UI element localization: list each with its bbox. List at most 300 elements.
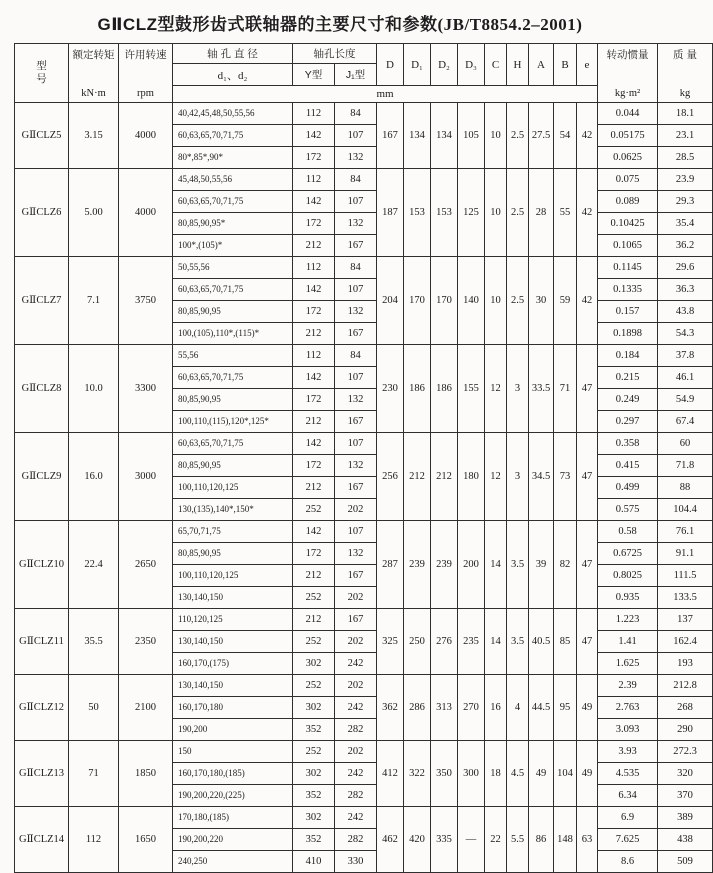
table-header	[15, 44, 713, 103]
bore-cell: 60,63,65,70,71,75	[173, 279, 293, 301]
mass-cell: 389	[658, 807, 713, 829]
torque-cell: 7.1	[69, 257, 119, 345]
j1-length-cell: 242	[335, 697, 377, 719]
mass-cell: 23.9	[658, 169, 713, 191]
y-length-cell: 252	[293, 587, 335, 609]
dim-D-cell: 230	[377, 345, 404, 433]
dim-D1-cell: 186	[404, 345, 431, 433]
table-row	[15, 741, 713, 763]
header-inertia: 转动惯量 kg·m²	[598, 44, 658, 103]
bore-cell: 60,63,65,70,71,75	[173, 125, 293, 147]
dim-H-cell: 3.5	[507, 609, 529, 675]
table-row	[15, 807, 713, 829]
dim-D2-cell: 239	[431, 521, 458, 609]
j1-length-cell: 84	[335, 345, 377, 367]
model-cell: GⅡCLZ9	[15, 433, 69, 521]
dim-D-cell: 462	[377, 807, 404, 873]
dim-D-cell: 287	[377, 521, 404, 609]
inertia-cell: 0.1898	[598, 323, 658, 345]
bore-cell: 65,70,71,75	[173, 521, 293, 543]
speed-cell: 2650	[119, 521, 173, 609]
bore-cell: 100,110,(115),120*,125*	[173, 411, 293, 433]
mass-cell: 76.1	[658, 521, 713, 543]
dim-A-cell: 28	[529, 169, 554, 257]
y-length-cell: 252	[293, 631, 335, 653]
bore-cell: 80,85,90,95	[173, 455, 293, 477]
dim-e-cell: 42	[577, 169, 598, 257]
j1-length-cell: 107	[335, 433, 377, 455]
dim-D1-cell: 212	[404, 433, 431, 521]
y-length-cell: 112	[293, 345, 335, 367]
inertia-cell: 0.358	[598, 433, 658, 455]
speed-cell: 2350	[119, 609, 173, 675]
inertia-cell: 0.044	[598, 103, 658, 125]
dim-A-cell: 33.5	[529, 345, 554, 433]
dim-D-cell: 412	[377, 741, 404, 807]
bore-cell: 130,(135),140*,150*	[173, 499, 293, 521]
inertia-cell: 0.935	[598, 587, 658, 609]
inertia-cell: 6.34	[598, 785, 658, 807]
page-title-standard: (JB/T8854.2–2001)	[437, 15, 583, 34]
y-length-cell: 352	[293, 829, 335, 851]
dim-D1-cell: 170	[404, 257, 431, 345]
inertia-cell: 8.6	[598, 851, 658, 873]
mass-cell: 104.4	[658, 499, 713, 521]
dim-H-cell: 3	[507, 433, 529, 521]
bore-cell: 130,140,150	[173, 675, 293, 697]
mass-cell: 268	[658, 697, 713, 719]
header-dim-e: e	[577, 44, 598, 86]
spec-table	[14, 43, 713, 873]
dim-C-cell: 12	[485, 433, 507, 521]
j1-length-cell: 132	[335, 389, 377, 411]
table-row	[15, 169, 713, 191]
dim-H-cell: 4	[507, 675, 529, 741]
torque-cell: 16.0	[69, 433, 119, 521]
model-cell: GⅡCLZ14	[15, 807, 69, 873]
mass-cell: 193	[658, 653, 713, 675]
j1-length-cell: 202	[335, 675, 377, 697]
j1-length-cell: 282	[335, 785, 377, 807]
inertia-cell: 0.249	[598, 389, 658, 411]
inertia-cell: 7.625	[598, 829, 658, 851]
j1-length-cell: 107	[335, 367, 377, 389]
j1-length-cell: 242	[335, 653, 377, 675]
mass-cell: 35.4	[658, 213, 713, 235]
speed-cell: 3000	[119, 433, 173, 521]
dim-e-cell: 47	[577, 609, 598, 675]
model-cell: GⅡCLZ8	[15, 345, 69, 433]
torque-cell: 3.15	[69, 103, 119, 169]
mass-cell: 29.3	[658, 191, 713, 213]
header-bore-sub: d₁、d₂	[173, 64, 293, 86]
dim-B-cell: 95	[554, 675, 577, 741]
dim-e-cell: 47	[577, 433, 598, 521]
dim-B-cell: 82	[554, 521, 577, 609]
dim-A-cell: 27.5	[529, 103, 554, 169]
table-body	[15, 103, 713, 873]
y-length-cell: 172	[293, 543, 335, 565]
j1-length-cell: 167	[335, 565, 377, 587]
j1-length-cell: 132	[335, 301, 377, 323]
j1-length-cell: 107	[335, 279, 377, 301]
dim-D2-cell: 276	[431, 609, 458, 675]
dim-A-cell: 34.5	[529, 433, 554, 521]
y-length-cell: 142	[293, 433, 335, 455]
torque-cell: 22.4	[69, 521, 119, 609]
dim-D2-cell: 186	[431, 345, 458, 433]
inertia-cell: 1.223	[598, 609, 658, 631]
torque-cell: 5.00	[69, 169, 119, 257]
y-length-cell: 212	[293, 411, 335, 433]
j1-length-cell: 202	[335, 587, 377, 609]
model-cell: GⅡCLZ7	[15, 257, 69, 345]
mass-cell: 43.8	[658, 301, 713, 323]
dim-B-cell: 54	[554, 103, 577, 169]
dim-C-cell: 14	[485, 609, 507, 675]
torque-cell: 35.5	[69, 609, 119, 675]
mass-cell: 23.1	[658, 125, 713, 147]
dim-e-cell: 63	[577, 807, 598, 873]
bore-cell: 100*,(105)*	[173, 235, 293, 257]
dim-C-cell: 12	[485, 345, 507, 433]
inertia-cell: 0.8025	[598, 565, 658, 587]
dim-D3-cell: 180	[458, 433, 485, 521]
bore-cell: 150	[173, 741, 293, 763]
dim-H-cell: 2.5	[507, 257, 529, 345]
j1-length-cell: 167	[335, 477, 377, 499]
bore-cell: 160,170,180,(185)	[173, 763, 293, 785]
j1-length-cell: 167	[335, 323, 377, 345]
dim-D2-cell: 350	[431, 741, 458, 807]
mass-cell: 29.6	[658, 257, 713, 279]
dim-A-cell: 44.5	[529, 675, 554, 741]
dim-e-cell: 49	[577, 675, 598, 741]
model-cell: GⅡCLZ11	[15, 609, 69, 675]
mass-cell: 60	[658, 433, 713, 455]
mass-cell: 28.5	[658, 147, 713, 169]
header-model: 型 号	[15, 44, 69, 103]
j1-length-cell: 107	[335, 125, 377, 147]
y-length-cell: 142	[293, 279, 335, 301]
mass-cell: 91.1	[658, 543, 713, 565]
inertia-cell: 2.763	[598, 697, 658, 719]
dim-D3-cell: 300	[458, 741, 485, 807]
inertia-cell: 0.1145	[598, 257, 658, 279]
y-length-cell: 142	[293, 191, 335, 213]
torque-cell: 112	[69, 807, 119, 873]
y-length-cell: 410	[293, 851, 335, 873]
j1-length-cell: 132	[335, 147, 377, 169]
speed-cell: 4000	[119, 169, 173, 257]
dim-H-cell: 3	[507, 345, 529, 433]
y-length-cell: 252	[293, 675, 335, 697]
inertia-cell: 4.535	[598, 763, 658, 785]
header-dim-A: A	[529, 44, 554, 86]
inertia-cell: 0.10425	[598, 213, 658, 235]
inertia-cell: 0.6725	[598, 543, 658, 565]
table-row	[15, 521, 713, 543]
j1-length-cell: 84	[335, 169, 377, 191]
dim-D-cell: 325	[377, 609, 404, 675]
inertia-cell: 0.415	[598, 455, 658, 477]
header-dim-C: C	[485, 44, 507, 86]
model-cell: GⅡCLZ6	[15, 169, 69, 257]
dim-D3-cell: 105	[458, 103, 485, 169]
header-torque: 额定转矩 kN·m	[69, 44, 119, 103]
header-length-y: Y型	[293, 64, 335, 86]
mass-cell: 54.9	[658, 389, 713, 411]
dim-H-cell: 5.5	[507, 807, 529, 873]
dim-D2-cell: 170	[431, 257, 458, 345]
j1-length-cell: 167	[335, 411, 377, 433]
y-length-cell: 142	[293, 521, 335, 543]
header-unit-mm: mm	[173, 86, 598, 103]
inertia-cell: 3.093	[598, 719, 658, 741]
bore-cell: 100,110,120,125	[173, 565, 293, 587]
inertia-cell: 0.297	[598, 411, 658, 433]
bore-cell: 40,42,45,48,50,55,56	[173, 103, 293, 125]
bore-cell: 190,200,220	[173, 829, 293, 851]
bore-cell: 60,63,65,70,71,75	[173, 367, 293, 389]
mass-cell: 162.4	[658, 631, 713, 653]
mass-cell: 133.5	[658, 587, 713, 609]
table-row	[15, 345, 713, 367]
mass-cell: 54.3	[658, 323, 713, 345]
y-length-cell: 142	[293, 125, 335, 147]
dim-D3-cell: 140	[458, 257, 485, 345]
mass-cell: 370	[658, 785, 713, 807]
dim-D2-cell: 313	[431, 675, 458, 741]
y-length-cell: 212	[293, 565, 335, 587]
mass-cell: 111.5	[658, 565, 713, 587]
inertia-cell: 0.157	[598, 301, 658, 323]
dim-C-cell: 10	[485, 257, 507, 345]
bore-cell: 45,48,50,55,56	[173, 169, 293, 191]
mass-cell: 320	[658, 763, 713, 785]
dim-D1-cell: 134	[404, 103, 431, 169]
j1-length-cell: 242	[335, 807, 377, 829]
dim-D-cell: 256	[377, 433, 404, 521]
bore-cell: 60,63,65,70,71,75	[173, 191, 293, 213]
bore-cell: 130,140,150	[173, 631, 293, 653]
bore-cell: 80,85,90,95*	[173, 213, 293, 235]
j1-length-cell: 242	[335, 763, 377, 785]
dim-C-cell: 16	[485, 675, 507, 741]
bore-cell: 50,55,56	[173, 257, 293, 279]
inertia-cell: 0.075	[598, 169, 658, 191]
header-dim-B: B	[554, 44, 577, 86]
header-dim-D3: D₃	[458, 44, 485, 86]
model-cell: GⅡCLZ12	[15, 675, 69, 741]
y-length-cell: 302	[293, 763, 335, 785]
inertia-cell: 0.05175	[598, 125, 658, 147]
model-cell: GⅡCLZ13	[15, 741, 69, 807]
header-dim-D2: D₂	[431, 44, 458, 86]
dim-D1-cell: 250	[404, 609, 431, 675]
dim-e-cell: 49	[577, 741, 598, 807]
speed-cell: 1650	[119, 807, 173, 873]
header-dim-D1: D₁	[404, 44, 431, 86]
y-length-cell: 112	[293, 103, 335, 125]
dim-C-cell: 14	[485, 521, 507, 609]
inertia-cell: 0.58	[598, 521, 658, 543]
mass-cell: 36.3	[658, 279, 713, 301]
dim-C-cell: 10	[485, 103, 507, 169]
j1-length-cell: 107	[335, 521, 377, 543]
bore-cell: 190,200,220,(225)	[173, 785, 293, 807]
bore-cell: 160,170,(175)	[173, 653, 293, 675]
y-length-cell: 302	[293, 697, 335, 719]
dim-B-cell: 148	[554, 807, 577, 873]
dim-C-cell: 22	[485, 807, 507, 873]
dim-B-cell: 59	[554, 257, 577, 345]
header-dim-D: D	[377, 44, 404, 86]
j1-length-cell: 84	[335, 103, 377, 125]
dim-H-cell: 4.5	[507, 741, 529, 807]
speed-cell: 4000	[119, 103, 173, 169]
dim-B-cell: 55	[554, 169, 577, 257]
dim-D1-cell: 420	[404, 807, 431, 873]
dim-D2-cell: 212	[431, 433, 458, 521]
y-length-cell: 112	[293, 257, 335, 279]
y-length-cell: 212	[293, 323, 335, 345]
dim-e-cell: 42	[577, 103, 598, 169]
speed-cell: 1850	[119, 741, 173, 807]
inertia-cell: 1.625	[598, 653, 658, 675]
y-length-cell: 252	[293, 499, 335, 521]
y-length-cell: 172	[293, 213, 335, 235]
model-cell: GⅡCLZ5	[15, 103, 69, 169]
mass-cell: 509	[658, 851, 713, 873]
j1-length-cell: 202	[335, 499, 377, 521]
mass-cell: 67.4	[658, 411, 713, 433]
dim-B-cell: 71	[554, 345, 577, 433]
dim-D3-cell: —	[458, 807, 485, 873]
bore-cell: 170,180,(185)	[173, 807, 293, 829]
bore-cell: 60,63,65,70,71,75	[173, 433, 293, 455]
mass-cell: 137	[658, 609, 713, 631]
inertia-cell: 1.41	[598, 631, 658, 653]
j1-length-cell: 132	[335, 543, 377, 565]
mass-cell: 212.8	[658, 675, 713, 697]
dim-e-cell: 42	[577, 257, 598, 345]
speed-cell: 3300	[119, 345, 173, 433]
inertia-cell: 3.93	[598, 741, 658, 763]
header-dim-H: H	[507, 44, 529, 86]
dim-C-cell: 10	[485, 169, 507, 257]
y-length-cell: 252	[293, 741, 335, 763]
bore-cell: 160,170,180	[173, 697, 293, 719]
j1-length-cell: 202	[335, 741, 377, 763]
y-length-cell: 302	[293, 653, 335, 675]
y-length-cell: 302	[293, 807, 335, 829]
mass-cell: 71.8	[658, 455, 713, 477]
bore-cell: 130,140,150	[173, 587, 293, 609]
inertia-cell: 0.089	[598, 191, 658, 213]
y-length-cell: 212	[293, 235, 335, 257]
header-bore-length: 轴孔长度	[293, 44, 377, 64]
table-row	[15, 609, 713, 631]
dim-D2-cell: 153	[431, 169, 458, 257]
bore-cell: 100,110,120,125	[173, 477, 293, 499]
dim-B-cell: 85	[554, 609, 577, 675]
bore-cell: 100,(105),110*,(115)*	[173, 323, 293, 345]
dim-D1-cell: 153	[404, 169, 431, 257]
inertia-cell: 0.215	[598, 367, 658, 389]
dim-H-cell: 3.5	[507, 521, 529, 609]
table-row	[15, 433, 713, 455]
y-length-cell: 112	[293, 169, 335, 191]
dim-D-cell: 167	[377, 103, 404, 169]
bore-cell: 80,85,90,95	[173, 301, 293, 323]
dim-D1-cell: 322	[404, 741, 431, 807]
model-cell: GⅡCLZ10	[15, 521, 69, 609]
table-row	[15, 675, 713, 697]
j1-length-cell: 167	[335, 609, 377, 631]
header-bore-diameter: 轴 孔 直 径	[173, 44, 293, 64]
j1-length-cell: 330	[335, 851, 377, 873]
mass-cell: 272.3	[658, 741, 713, 763]
dim-H-cell: 2.5	[507, 103, 529, 169]
y-length-cell: 212	[293, 609, 335, 631]
j1-length-cell: 107	[335, 191, 377, 213]
dim-B-cell: 104	[554, 741, 577, 807]
j1-length-cell: 132	[335, 455, 377, 477]
page-title	[14, 10, 666, 35]
dim-D3-cell: 125	[458, 169, 485, 257]
inertia-cell: 0.1335	[598, 279, 658, 301]
bore-cell: 80,85,90,95	[173, 543, 293, 565]
dim-D1-cell: 286	[404, 675, 431, 741]
j1-length-cell: 202	[335, 631, 377, 653]
dim-D1-cell: 239	[404, 521, 431, 609]
y-length-cell: 172	[293, 455, 335, 477]
j1-length-cell: 167	[335, 235, 377, 257]
dim-B-cell: 73	[554, 433, 577, 521]
inertia-cell: 0.0625	[598, 147, 658, 169]
mass-cell: 88	[658, 477, 713, 499]
table-row	[15, 103, 713, 125]
inertia-cell: 2.39	[598, 675, 658, 697]
header-speed: 许用转速 rpm	[119, 44, 173, 103]
y-length-cell: 172	[293, 147, 335, 169]
torque-cell: 50	[69, 675, 119, 741]
y-length-cell: 172	[293, 389, 335, 411]
dim-A-cell: 39	[529, 521, 554, 609]
j1-length-cell: 84	[335, 257, 377, 279]
dim-A-cell: 40.5	[529, 609, 554, 675]
j1-length-cell: 132	[335, 213, 377, 235]
table-row	[15, 257, 713, 279]
mass-cell: 36.2	[658, 235, 713, 257]
header-length-j1: J₁型	[335, 64, 377, 86]
inertia-cell: 0.499	[598, 477, 658, 499]
y-length-cell: 352	[293, 719, 335, 741]
j1-length-cell: 282	[335, 719, 377, 741]
y-length-cell: 212	[293, 477, 335, 499]
dim-A-cell: 86	[529, 807, 554, 873]
bore-cell: 190,200	[173, 719, 293, 741]
dim-e-cell: 47	[577, 521, 598, 609]
mass-cell: 290	[658, 719, 713, 741]
dim-D-cell: 187	[377, 169, 404, 257]
y-length-cell: 142	[293, 367, 335, 389]
header-mass: 质 量 kg	[658, 44, 713, 103]
bore-cell: 110,120,125	[173, 609, 293, 631]
torque-cell: 10.0	[69, 345, 119, 433]
bore-cell: 80,85,90,95	[173, 389, 293, 411]
